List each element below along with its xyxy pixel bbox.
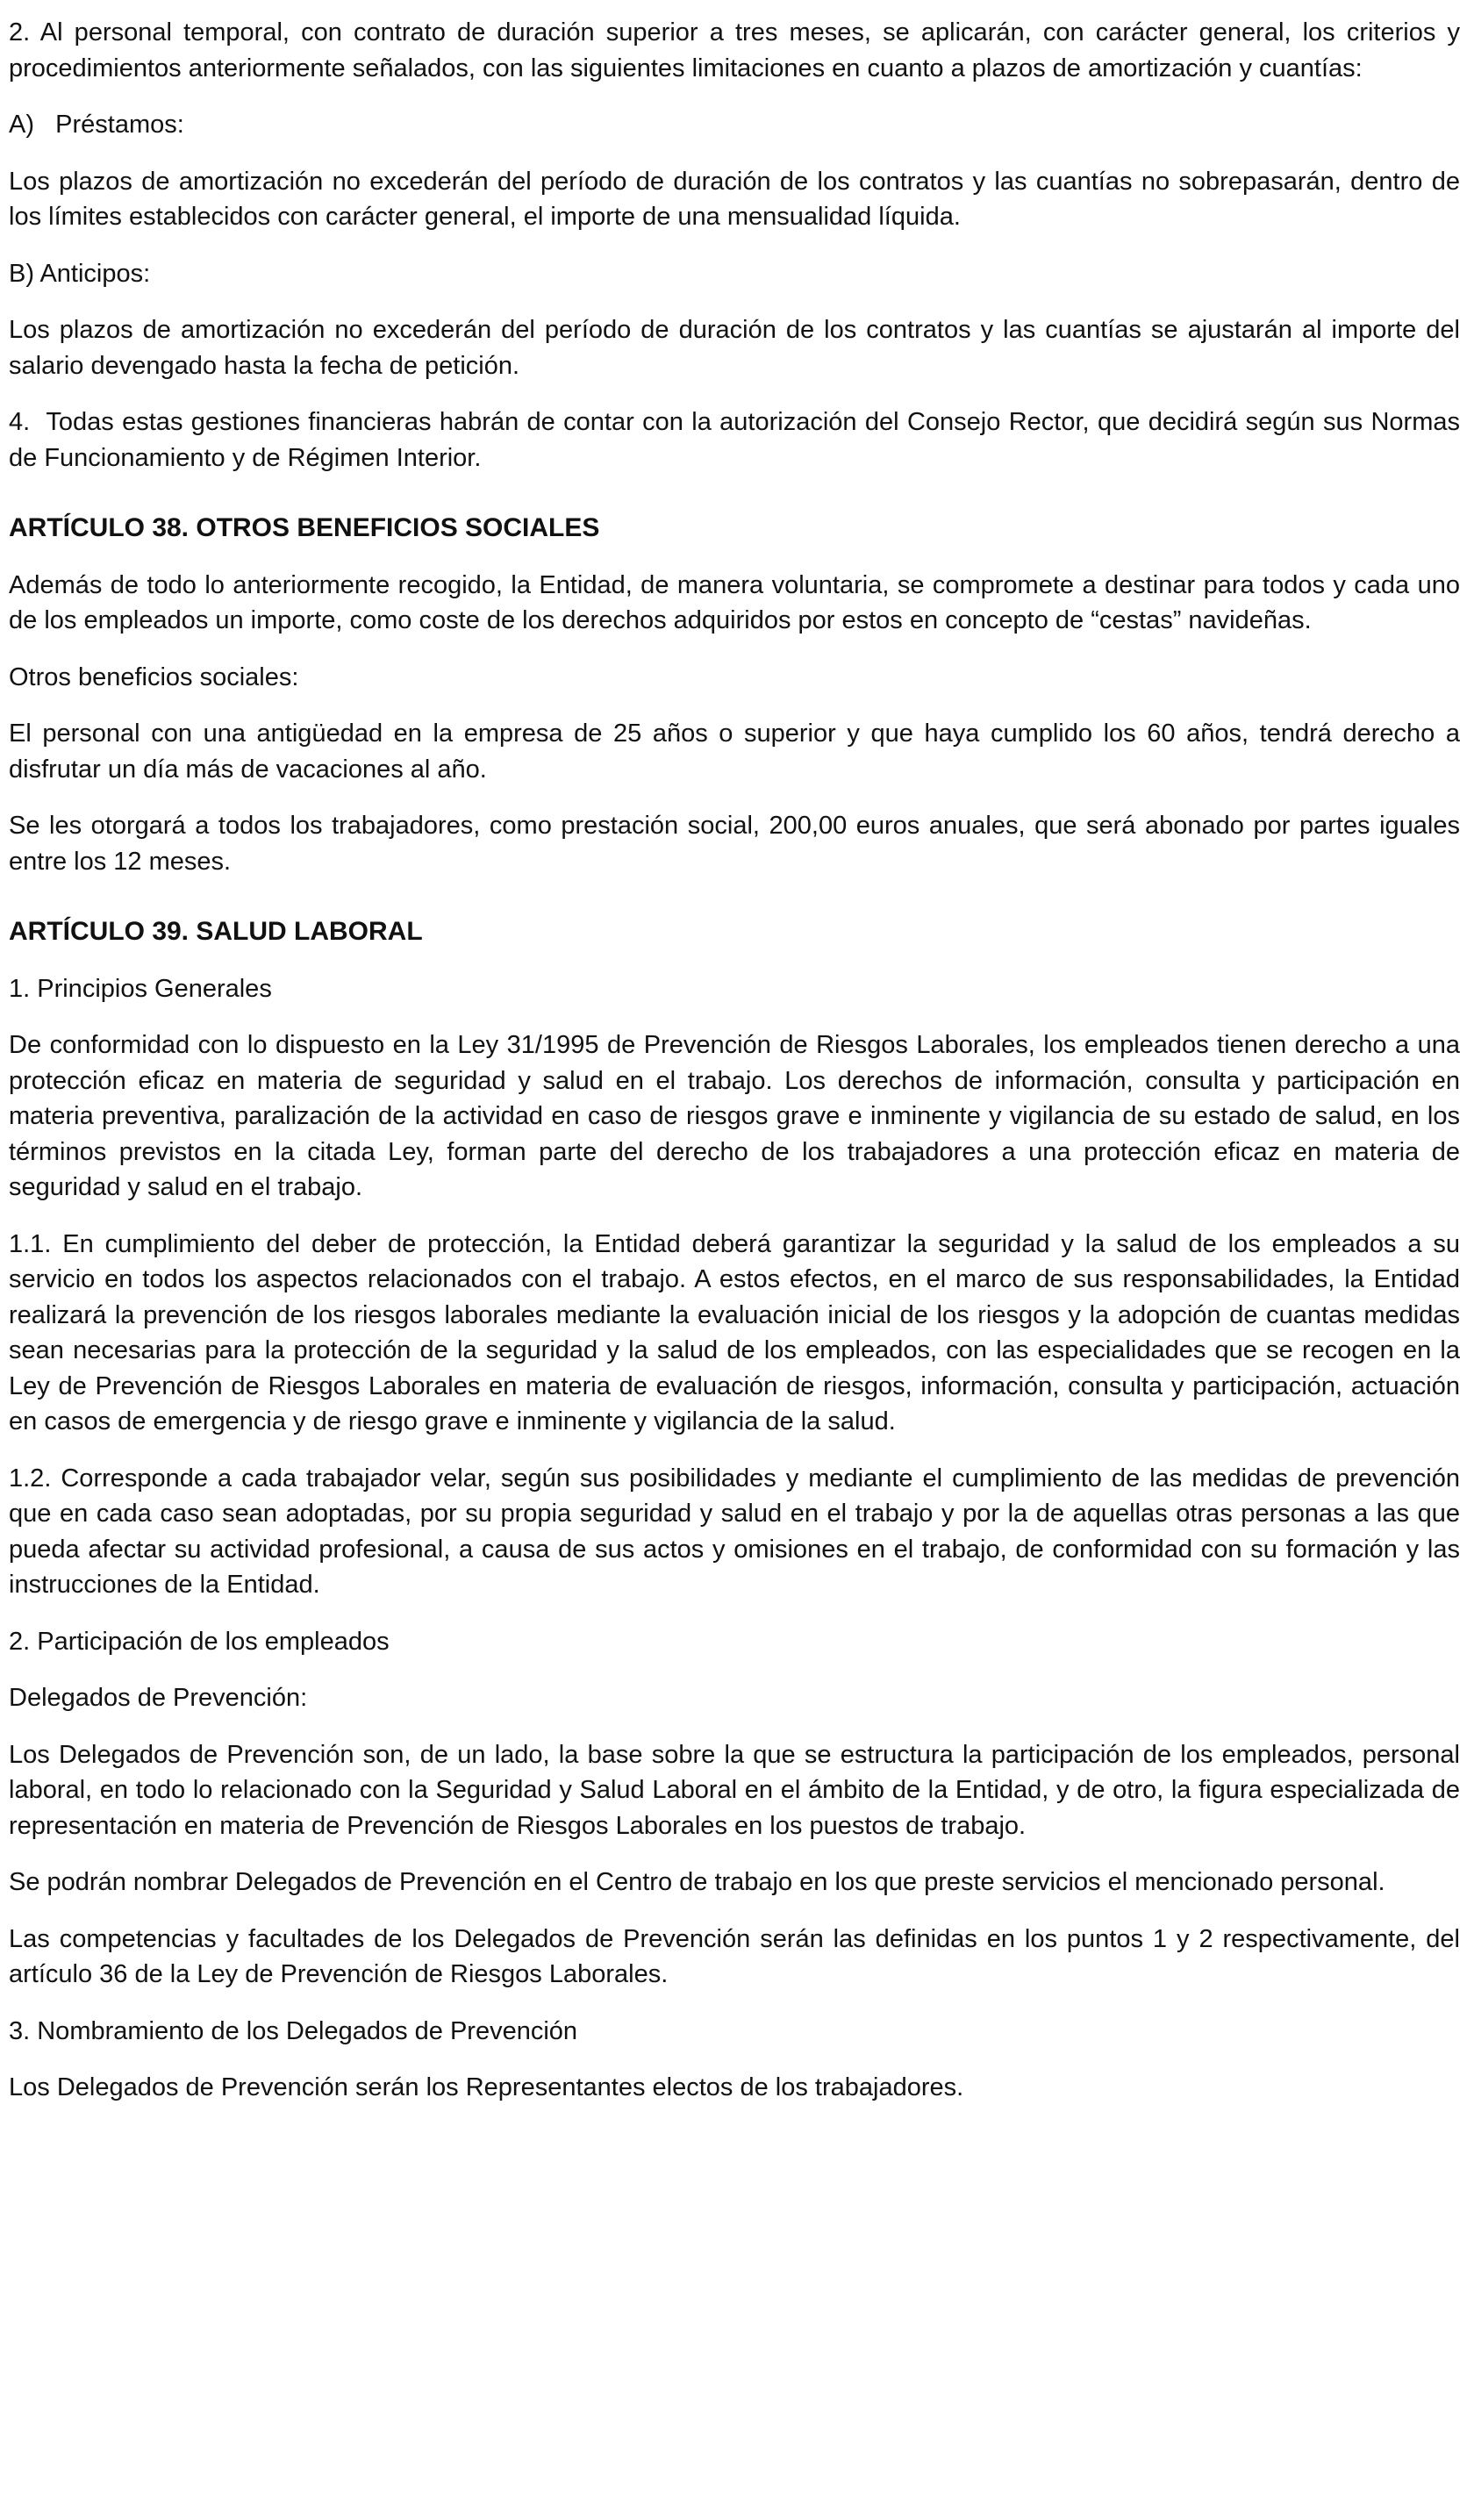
paragraph: Se les otorgará a todos los trabajadores, como prestación social, 200,00 euros anuales, que será abonado por partes iguales entre los 12 meses.: [9, 812, 1460, 876]
paragraph: Los plazos de amortización no excederán del período de duración de los contratos y las cuantías se ajustarán al importe del salario devengado hasta la fecha de petición.: [9, 316, 1460, 380]
paragraph: 1.2. Corresponde a cada trabajador velar, según sus posibilidades y mediante el cumplimiento de las medidas de prevención que en cada caso sean adoptadas, por su propia seguridad y salud en el trabajo y por la de aquellas otras personas a las que pueda afectar su actividad profesional, a causa de sus actos y omisiones en el trabajo, de conformidad con su formación y las instrucciones de la Entidad.: [9, 1464, 1460, 1599]
article-heading: ARTÍCULO 39. SALUD LABORAL: [9, 917, 423, 946]
paragraph: Los plazos de amortización no excederán del período de duración de los contratos y las cuantías no sobrepasarán, dentro de los límites establecidos con carácter general, el importe de una mensualidad líquida.: [9, 167, 1460, 231]
paragraph: B) Anticipos:: [9, 259, 151, 288]
paragraph: 3. Nombramiento de los Delegados de Prevención: [9, 2016, 578, 2045]
paragraph: 1. Principios Generales: [9, 974, 272, 1003]
paragraph: Los Delegados de Prevención son, de un lado, la base sobre la que se estructura la participación de los empleados, personal laboral, en todo lo relacionado con la Seguridad y Salud Laboral en el ámbito de la Entidad, y de otro, la figura especializada de representación en materia de Prevención de Riesgos Laborales en los puestos de trabajo.: [9, 1740, 1460, 1840]
paragraph: Delegados de Prevención:: [9, 1684, 308, 1712]
document-body: [9, 15, 1460, 2106]
paragraph: A) Préstamos:: [9, 111, 184, 139]
paragraph: 4. Todas estas gestiones financieras habrán de contar con la autorización del Consejo Rector, que decidirá según sus Normas de Funcionamiento y de Régimen Interior.: [9, 408, 1460, 472]
paragraph: Otros beneficios sociales:: [9, 662, 299, 691]
paragraph: 1.1. En cumplimiento del deber de protección, la Entidad deberá garantizar la seguridad y la salud de los empleados a su servicio en todos los aspectos relacionados con el trabajo. A estos efectos, en el marco de sus responsabilidades, la Entidad realizará la prevención de los riesgos laborales mediante la evaluación inicial de los riesgos y la adopción de cuantas medidas sean necesarias para la protección de la seguridad y la salud de los empleados, con las especialidades que se recogen en la Ley de Prevención de Riesgos Laborales en materia de evaluación de riesgos, información, consulta y participación, actuación en casos de emergencia y de riesgo grave e inminente y vigilancia de la salud.: [9, 1229, 1460, 1435]
paragraph: Los Delegados de Prevención serán los Representantes electos de los trabajadores.: [9, 2073, 964, 2101]
paragraph: Además de todo lo anteriormente recogido, la Entidad, de manera voluntaria, se compromete a destinar para todos y cada uno de los empleados un importe, como coste de los derechos adquiridos por estos en concepto de “cestas” navideñas.: [9, 570, 1460, 634]
article-heading: ARTÍCULO 38. OTROS BENEFICIOS SOCIALES: [9, 513, 600, 542]
paragraph: El personal con una antigüedad en la empresa de 25 años o superior y que haya cumplido los 60 años, tendrá derecho a disfrutar un día más de vacaciones al año.: [9, 719, 1460, 784]
paragraph: 2. Participación de los empleados: [9, 1627, 390, 1656]
paragraph: 2. Al personal temporal, con contrato de duración superior a tres meses, se aplicarán, con carácter general, los criterios y procedimientos anteriormente señalados, con las siguientes limitaciones en cuanto a plazos de amortización y cuantías:: [9, 18, 1460, 82]
paragraph: De conformidad con lo dispuesto en la Ley 31/1995 de Prevención de Riesgos Laborales, los empleados tienen derecho a una protección eficaz en materia de seguridad y salud en el trabajo. Los derechos de información, consulta y participación en materia preventiva, paralización de la actividad en caso de riesgos grave e inminente y vigilancia de su estado de salud, en los términos previstos en la citada Ley, forman parte del derecho de los trabajadores a una protección eficaz en materia de seguridad y salud en el trabajo.: [9, 1031, 1460, 1201]
paragraph: Se podrán nombrar Delegados de Prevención en el Centro de trabajo en los que preste servicios el mencionado personal.: [9, 1868, 1385, 1896]
paragraph: Las competencias y facultades de los Delegados de Prevención serán las definidas en los puntos 1 y 2 respectivamente, del artículo 36 de la Ley de Prevención de Riesgos Laborales.: [9, 1924, 1460, 1988]
